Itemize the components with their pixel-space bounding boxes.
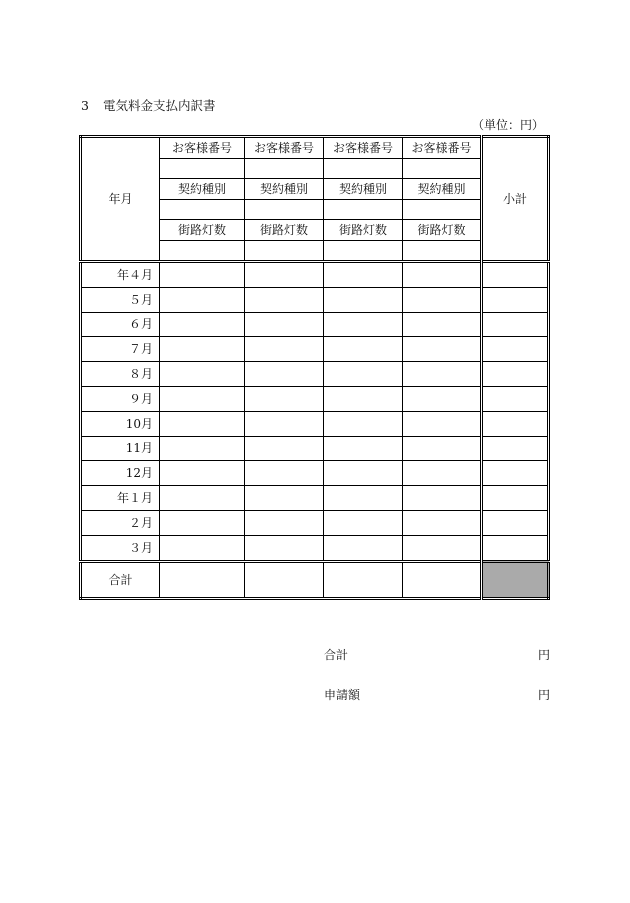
contract-type-header: 契約種別	[403, 179, 482, 200]
month-label: 11月	[81, 436, 160, 461]
amount-cell[interactable]	[245, 287, 324, 312]
total-amount-cell[interactable]	[324, 561, 403, 598]
month-label: ７月	[81, 337, 160, 362]
summary-application-unit: 円	[537, 688, 550, 702]
section-number: 3	[81, 98, 89, 113]
amount-cell[interactable]	[403, 362, 482, 387]
month-row	[81, 262, 549, 288]
amount-cell[interactable]	[245, 262, 324, 288]
amount-cell[interactable]	[324, 386, 403, 411]
streetlight-count-field[interactable]	[160, 241, 245, 262]
amount-cell[interactable]	[160, 411, 245, 436]
month-row	[81, 337, 549, 362]
amount-cell[interactable]	[245, 362, 324, 387]
month-row	[81, 486, 549, 511]
payment-breakdown-table	[79, 135, 550, 600]
customer-number-header: お客様番号	[324, 137, 403, 159]
amount-cell[interactable]	[324, 486, 403, 511]
contract-type-header: 契約種別	[245, 179, 324, 200]
amount-cell[interactable]	[160, 510, 245, 535]
contract-type-field[interactable]	[324, 200, 403, 220]
grand-total-shaded-cell	[482, 561, 549, 598]
subtotal-cell[interactable]	[482, 461, 549, 486]
subtotal-cell[interactable]	[482, 262, 549, 288]
subtotal-cell[interactable]	[482, 436, 549, 461]
amount-cell[interactable]	[403, 436, 482, 461]
customer-number-header: お客様番号	[160, 137, 245, 159]
section-heading	[81, 96, 216, 114]
streetlight-count-field[interactable]	[245, 241, 324, 262]
month-row	[81, 535, 549, 561]
amount-cell[interactable]	[245, 411, 324, 436]
subtotal-cell[interactable]	[482, 312, 549, 337]
customer-number-header: お客様番号	[245, 137, 324, 159]
streetlight-count-header: 街路灯数	[245, 220, 324, 241]
summary-application-label: 申請額	[324, 688, 361, 702]
amount-cell[interactable]	[403, 486, 482, 511]
amount-cell[interactable]	[160, 461, 245, 486]
customer-number-header: お客様番号	[403, 137, 482, 159]
amount-cell[interactable]	[403, 262, 482, 288]
amount-cell[interactable]	[160, 312, 245, 337]
amount-cell[interactable]	[324, 461, 403, 486]
total-amount-cell[interactable]	[245, 561, 324, 598]
amount-cell[interactable]	[160, 486, 245, 511]
contract-type-field[interactable]	[160, 200, 245, 220]
amount-cell[interactable]	[245, 486, 324, 511]
amount-cell[interactable]	[403, 411, 482, 436]
subtotal-cell[interactable]	[482, 287, 549, 312]
amount-cell[interactable]	[324, 436, 403, 461]
total-amount-cell[interactable]	[403, 561, 482, 598]
subtotal-cell[interactable]	[482, 411, 549, 436]
subtotal-cell[interactable]	[482, 486, 549, 511]
amount-cell[interactable]	[403, 312, 482, 337]
section-title: 電気料金支払内訳書	[103, 98, 216, 113]
customer-number-field[interactable]	[245, 159, 324, 179]
month-row	[81, 362, 549, 387]
contract-type-field[interactable]	[245, 200, 324, 220]
amount-cell[interactable]	[160, 287, 245, 312]
subtotal-cell[interactable]	[482, 386, 549, 411]
month-label: ５月	[81, 287, 160, 312]
month-label: 10月	[81, 411, 160, 436]
month-row	[81, 411, 549, 436]
month-row	[81, 510, 549, 535]
summary-total-label: 合計	[324, 648, 349, 662]
amount-cell[interactable]	[403, 287, 482, 312]
subtotal-cell[interactable]	[482, 510, 549, 535]
amount-cell[interactable]	[245, 461, 324, 486]
amount-cell[interactable]	[160, 386, 245, 411]
month-label: ６月	[81, 312, 160, 337]
month-label: 12月	[81, 461, 160, 486]
amount-cell[interactable]	[245, 337, 324, 362]
month-label: 年１月	[81, 486, 160, 511]
month-row	[81, 312, 549, 337]
streetlight-count-header: 街路灯数	[324, 220, 403, 241]
amount-cell[interactable]	[245, 436, 324, 461]
contract-type-header: 契約種別	[160, 179, 245, 200]
amount-cell[interactable]	[324, 262, 403, 288]
year-month-header: 年月	[81, 137, 160, 262]
month-label: 年４月	[81, 262, 160, 288]
streetlight-count-header: 街路灯数	[403, 220, 482, 241]
amount-cell[interactable]	[324, 411, 403, 436]
amount-cell[interactable]	[324, 535, 403, 561]
customer-number-field[interactable]	[160, 159, 245, 179]
amount-cell[interactable]	[324, 312, 403, 337]
amount-cell[interactable]	[324, 510, 403, 535]
month-row	[81, 436, 549, 461]
amount-cell[interactable]	[324, 337, 403, 362]
contract-type-field[interactable]	[403, 200, 482, 220]
month-row	[81, 287, 549, 312]
summary-total-unit: 円	[537, 648, 550, 662]
subtotal-cell[interactable]	[482, 362, 549, 387]
amount-cell[interactable]	[245, 510, 324, 535]
amount-cell[interactable]	[403, 535, 482, 561]
month-label: ２月	[81, 510, 160, 535]
amount-cell[interactable]	[403, 461, 482, 486]
amount-cell[interactable]	[324, 362, 403, 387]
amount-cell[interactable]	[324, 287, 403, 312]
month-row	[81, 386, 549, 411]
unit-note: （単位：円）	[471, 118, 544, 132]
amount-cell[interactable]	[403, 510, 482, 535]
subtotal-cell[interactable]	[482, 535, 549, 561]
amount-cell[interactable]	[160, 362, 245, 387]
streetlight-count-field[interactable]	[324, 241, 403, 262]
amount-cell[interactable]	[160, 436, 245, 461]
customer-number-field[interactable]	[324, 159, 403, 179]
subtotal-header: 小計	[482, 137, 549, 262]
month-label: ８月	[81, 362, 160, 387]
contract-type-header: 契約種別	[324, 179, 403, 200]
total-row-label: 合計	[81, 561, 160, 598]
month-label: ９月	[81, 386, 160, 411]
amount-cell[interactable]	[245, 312, 324, 337]
amount-cell[interactable]	[245, 535, 324, 561]
amount-cell[interactable]	[245, 386, 324, 411]
total-amount-cell[interactable]	[160, 561, 245, 598]
month-label: ３月	[81, 535, 160, 561]
amount-cell[interactable]	[160, 337, 245, 362]
month-row	[81, 461, 549, 486]
streetlight-count-field[interactable]	[403, 241, 482, 262]
subtotal-cell[interactable]	[482, 337, 549, 362]
amount-cell[interactable]	[403, 386, 482, 411]
streetlight-count-header: 街路灯数	[160, 220, 245, 241]
amount-cell[interactable]	[160, 535, 245, 561]
amount-cell[interactable]	[160, 262, 245, 288]
customer-number-field[interactable]	[403, 159, 482, 179]
amount-cell[interactable]	[403, 337, 482, 362]
